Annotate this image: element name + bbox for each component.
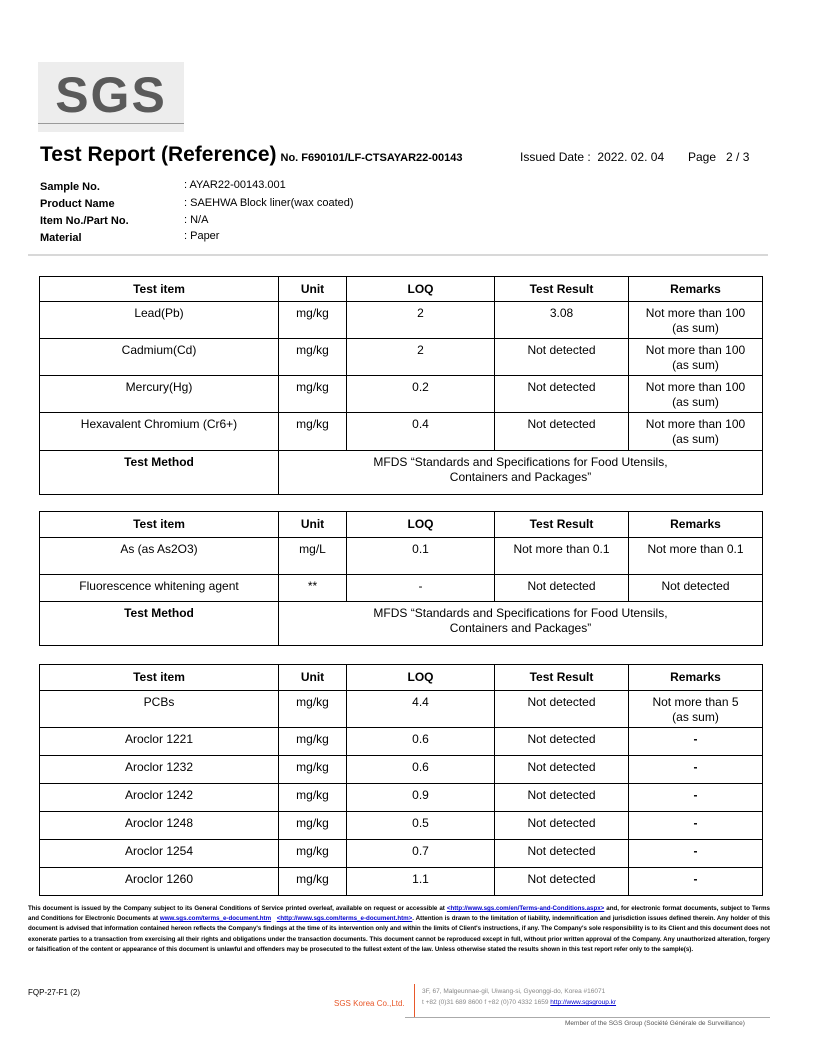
page-indicator — [688, 150, 749, 164]
page-label: Page — [688, 150, 717, 164]
arsenic-fluorescence-table — [39, 511, 763, 646]
meta-value-sample: : AYAR22-00143.001 — [184, 179, 286, 191]
cell-remarks: Not more than 100 (as sum) — [629, 302, 763, 339]
cell-item: PCBs — [40, 691, 279, 728]
contact-phone: t +82 (0)31 689 8600 f +82 (0)70 4332 1659 — [422, 999, 551, 1006]
test-method-row — [40, 602, 763, 646]
issued-value: 2022. 02. 04 — [597, 150, 665, 164]
cell-result: Not detected — [495, 868, 629, 896]
cell-loq: 0.6 — [347, 756, 495, 784]
company-contact — [422, 999, 616, 1006]
cell-remarks: Not more than 5 (as sum) — [629, 691, 763, 728]
cell-loq: 0.9 — [347, 784, 495, 812]
col-test-result: Test Result — [495, 277, 629, 302]
col-remarks: Remarks — [629, 665, 763, 691]
cell-item: Aroclor 1260 — [40, 868, 279, 896]
terms-link[interactable]: <http://www.sgs.com/en/Terms-and-Conditions.aspx> — [446, 905, 605, 912]
col-unit: Unit — [279, 512, 347, 538]
report-title — [40, 143, 463, 167]
cell-item: Cadmium(Cd) — [40, 339, 279, 376]
heavy-metals-table — [39, 276, 763, 495]
website-link[interactable]: http://www.sgsgroup.kr — [550, 999, 617, 1006]
cell-loq: - — [347, 575, 495, 602]
meta-key-sample: Sample No. — [40, 181, 100, 193]
meta-key-material: Material — [40, 232, 82, 244]
cell-loq: 0.2 — [347, 376, 495, 413]
sgs-logo — [38, 62, 184, 132]
cell-loq: 1.1 — [347, 868, 495, 896]
member-note: Member of the SGS Group (Société Générale de Surveillance) — [565, 1020, 745, 1027]
test-method-value: MFDS “Standards and Specifications for Food Utensils, Containers and Packages” — [279, 451, 763, 495]
disclaimer-part-b: and, for electronic format documents, subject to Terms and Conditions for Electronic Documents at — [28, 905, 770, 923]
cell-unit: mg/kg — [279, 413, 347, 451]
cell-loq: 2 — [347, 339, 495, 376]
footer-rule — [405, 1017, 770, 1018]
cell-item: Aroclor 1248 — [40, 812, 279, 840]
pcbs-table — [39, 664, 763, 896]
col-loq: LOQ — [347, 512, 495, 538]
col-test-result: Test Result — [495, 665, 629, 691]
table-row — [40, 868, 763, 896]
disclaimer-part-a: This document is issued by the Company subject to its General Conditions of Service printed overleaf, available on request or accessible at — [28, 905, 447, 912]
table-row — [40, 691, 763, 728]
col-test-item: Test item — [40, 512, 279, 538]
issued-label: Issued Date : — [520, 150, 591, 164]
logo-text: SGS — [55, 67, 167, 123]
cell-result: Not detected — [495, 413, 629, 451]
test-method-label: Test Method — [40, 602, 279, 646]
col-test-result: Test Result — [495, 512, 629, 538]
table-row — [40, 376, 763, 413]
cell-unit: mg/kg — [279, 339, 347, 376]
cell-unit: mg/kg — [279, 756, 347, 784]
cell-item: Hexavalent Chromium (Cr6+) — [40, 413, 279, 451]
meta-value-item: : N/A — [184, 214, 209, 226]
cell-unit: mg/kg — [279, 812, 347, 840]
cell-result: Not detected — [495, 812, 629, 840]
meta-key-item: Item No./Part No. — [40, 215, 129, 227]
table-row — [40, 339, 763, 376]
cell-loq: 0.6 — [347, 728, 495, 756]
disclaimer-part-c: . Attention is drawn to the limitation of liability, indemnification and jurisdiction issues defined therein. Any holder of this document is advised that information contained hereon reflects the Company's findings at the time of its intervention only and within the limits of Client's instructions, if any. The Company's sole responsibility is to its Client and this document does not exonerate parties to a transaction from exercising all their rights and obligations under the transaction documents. This document cannot be reproduced except in full, without prior written approval of the Company. Any unauthorized alteration, forgery or falsification of the content or appearance of this document is unlawful and offenders may be prosecuted to the fullest extent of the law. Unless otherwise stated the results shown in this test report refer only to the sample(s). — [28, 915, 770, 953]
table-header-row — [40, 665, 763, 691]
table-row — [40, 784, 763, 812]
table-row — [40, 302, 763, 339]
company-address: 3F, 67, Malgeunnae-gil, Uiwang-si, Gyeonggi-do, Korea #16071 — [422, 988, 606, 995]
cell-item: Aroclor 1221 — [40, 728, 279, 756]
cell-loq: 0.1 — [347, 538, 495, 575]
report-title-text: Test Report (Reference) — [40, 143, 277, 166]
cell-remarks: Not more than 100 (as sum) — [629, 413, 763, 451]
col-unit: Unit — [279, 665, 347, 691]
cell-result: Not detected — [495, 728, 629, 756]
cell-result: Not detected — [495, 691, 629, 728]
e-document-link[interactable]: www.sgs.com/terms_e-document.htm — [159, 915, 272, 923]
table-row — [40, 756, 763, 784]
test-method-value: MFDS “Standards and Specifications for Food Utensils, Containers and Packages” — [279, 602, 763, 646]
table-row — [40, 575, 763, 602]
col-unit: Unit — [279, 277, 347, 302]
cell-result: Not detected — [495, 784, 629, 812]
meta-value-material: : Paper — [184, 230, 220, 242]
col-remarks: Remarks — [629, 512, 763, 538]
table-header-row — [40, 512, 763, 538]
cell-remarks: Not detected — [629, 575, 763, 602]
table-row — [40, 728, 763, 756]
cell-result: Not detected — [495, 840, 629, 868]
issued-date — [520, 150, 664, 164]
cell-item: Lead(Pb) — [40, 302, 279, 339]
table-row — [40, 413, 763, 451]
cell-result: Not more than 0.1 — [495, 538, 629, 575]
table-header-row — [40, 277, 763, 302]
cell-remarks: - — [629, 756, 763, 784]
test-method-label: Test Method — [40, 451, 279, 495]
report-number: No. F690101/LF-CTSAYAR22-00143 — [280, 152, 463, 164]
page-value: 2 / 3 — [726, 150, 750, 164]
cell-remarks: - — [629, 784, 763, 812]
cell-loq: 2 — [347, 302, 495, 339]
footer-divider — [414, 984, 415, 1018]
meta-value-product: : SAEHWA Block liner(wax coated) — [184, 197, 354, 209]
cell-loq: 4.4 — [347, 691, 495, 728]
cell-result: Not detected — [495, 756, 629, 784]
company-name: SGS Korea Co.,Ltd. — [334, 999, 405, 1008]
form-number: FQP-27-F1 (2) — [28, 988, 81, 997]
col-loq: LOQ — [347, 665, 495, 691]
meta-key-product: Product Name — [40, 198, 115, 210]
cell-remarks: Not more than 100 (as sum) — [629, 339, 763, 376]
cell-unit: mg/kg — [279, 302, 347, 339]
cell-unit: mg/kg — [279, 840, 347, 868]
cell-item: Aroclor 1254 — [40, 840, 279, 868]
table-row — [40, 538, 763, 575]
cell-unit: mg/kg — [279, 691, 347, 728]
col-test-item: Test item — [40, 665, 279, 691]
col-remarks: Remarks — [629, 277, 763, 302]
cell-unit: mg/L — [279, 538, 347, 575]
cell-remarks: - — [629, 868, 763, 896]
cell-item: Fluorescence whitening agent — [40, 575, 279, 602]
cell-item: Aroclor 1242 — [40, 784, 279, 812]
col-loq: LOQ — [347, 277, 495, 302]
cell-remarks: - — [629, 728, 763, 756]
cell-result: 3.08 — [495, 302, 629, 339]
cell-result: Not detected — [495, 575, 629, 602]
cell-loq: 0.5 — [347, 812, 495, 840]
cell-unit: mg/kg — [279, 868, 347, 896]
test-method-row — [40, 451, 763, 495]
cell-loq: 0.7 — [347, 840, 495, 868]
cell-item: As (as As2O3) — [40, 538, 279, 575]
cell-item: Aroclor 1232 — [40, 756, 279, 784]
cell-remarks: - — [629, 812, 763, 840]
cell-result: Not detected — [495, 376, 629, 413]
legal-disclaimer — [28, 904, 770, 955]
cell-unit: ** — [279, 575, 347, 602]
cell-unit: mg/kg — [279, 728, 347, 756]
cell-loq: 0.4 — [347, 413, 495, 451]
cell-unit: mg/kg — [279, 784, 347, 812]
col-test-item: Test item — [40, 277, 279, 302]
table-row — [40, 840, 763, 868]
header-divider — [28, 254, 768, 256]
cell-remarks: Not more than 100 (as sum) — [629, 376, 763, 413]
cell-result: Not detected — [495, 339, 629, 376]
cell-unit: mg/kg — [279, 376, 347, 413]
e-document-link-2[interactable]: <http://www.sgs.com/terms_e-document.htm> — [276, 915, 413, 923]
table-row — [40, 812, 763, 840]
cell-remarks: - — [629, 840, 763, 868]
cell-item: Mercury(Hg) — [40, 376, 279, 413]
cell-remarks: Not more than 0.1 — [629, 538, 763, 575]
